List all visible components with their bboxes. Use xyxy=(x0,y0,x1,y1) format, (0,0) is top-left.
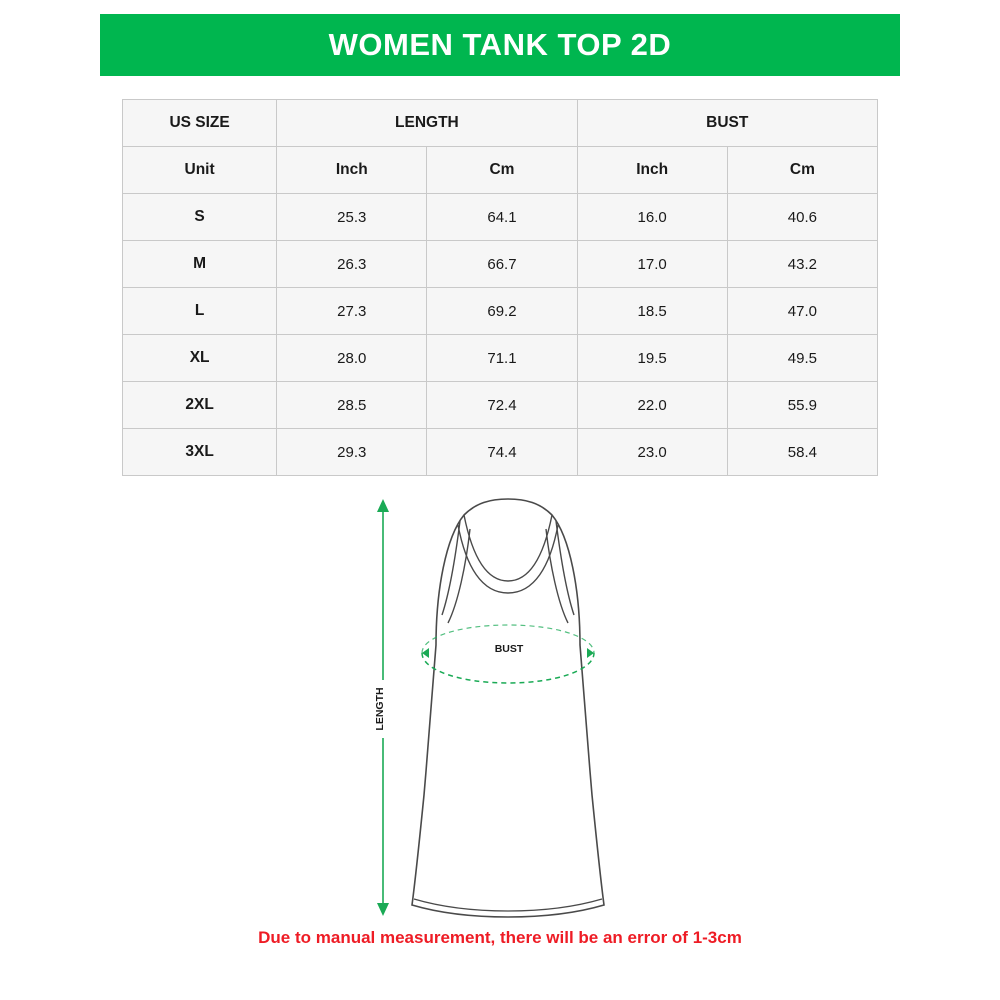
cell-bust-cm: 40.6 xyxy=(727,194,877,241)
cell-bust-cm: 47.0 xyxy=(727,288,877,335)
column-header-us-size: US SIZE xyxy=(123,100,277,147)
unit-bust-inch: Inch xyxy=(577,147,727,194)
cell-bust-inch: 19.5 xyxy=(577,335,727,382)
column-header-length: LENGTH xyxy=(277,100,577,147)
cell-size: XL xyxy=(123,335,277,382)
cell-length-cm: 72.4 xyxy=(427,382,577,429)
page-title: WOMEN TANK TOP 2D xyxy=(328,27,672,62)
cell-size: M xyxy=(123,241,277,288)
table-header-row xyxy=(123,100,878,147)
unit-length-inch: Inch xyxy=(277,147,427,194)
garment-diagram xyxy=(330,495,690,920)
cell-length-cm: 66.7 xyxy=(427,241,577,288)
cell-bust-inch: 23.0 xyxy=(577,429,727,476)
length-arrow-bottom xyxy=(377,903,389,916)
unit-length-cm: Cm xyxy=(427,147,577,194)
bust-label: BUST xyxy=(494,643,524,655)
length-label: LENGTH xyxy=(374,687,386,731)
cell-size: S xyxy=(123,194,277,241)
cell-length-inch: 25.3 xyxy=(277,194,427,241)
header-banner xyxy=(100,14,900,76)
table-row xyxy=(123,288,878,335)
cell-length-inch: 28.5 xyxy=(277,382,427,429)
cell-length-cm: 69.2 xyxy=(427,288,577,335)
table-unit-row xyxy=(123,147,878,194)
length-measure-line xyxy=(374,499,392,916)
cell-length-inch: 28.0 xyxy=(277,335,427,382)
cell-length-inch: 27.3 xyxy=(277,288,427,335)
tank-top-outline xyxy=(412,499,604,917)
cell-bust-inch: 17.0 xyxy=(577,241,727,288)
cell-size: 3XL xyxy=(123,429,277,476)
cell-length-cm: 74.4 xyxy=(427,429,577,476)
cell-length-cm: 64.1 xyxy=(427,194,577,241)
cell-size: 2XL xyxy=(123,382,277,429)
cell-size: L xyxy=(123,288,277,335)
cell-length-cm: 71.1 xyxy=(427,335,577,382)
cell-length-inch: 29.3 xyxy=(277,429,427,476)
unit-bust-cm: Cm xyxy=(727,147,877,194)
table-row xyxy=(123,429,878,476)
cell-length-inch: 26.3 xyxy=(277,241,427,288)
table-row xyxy=(123,194,878,241)
cell-bust-inch: 16.0 xyxy=(577,194,727,241)
column-header-bust: BUST xyxy=(577,100,877,147)
cell-bust-inch: 22.0 xyxy=(577,382,727,429)
length-arrow-top xyxy=(377,499,389,512)
size-chart-table xyxy=(122,99,878,476)
table-row xyxy=(123,382,878,429)
cell-bust-inch: 18.5 xyxy=(577,288,727,335)
unit-label: Unit xyxy=(123,147,277,194)
cell-bust-cm: 49.5 xyxy=(727,335,877,382)
cell-bust-cm: 58.4 xyxy=(727,429,877,476)
table-row xyxy=(123,241,878,288)
measurement-disclaimer: Due to manual measurement, there will be an error of 1-3cm xyxy=(258,928,742,947)
cell-bust-cm: 43.2 xyxy=(727,241,877,288)
table-row xyxy=(123,335,878,382)
cell-bust-cm: 55.9 xyxy=(727,382,877,429)
